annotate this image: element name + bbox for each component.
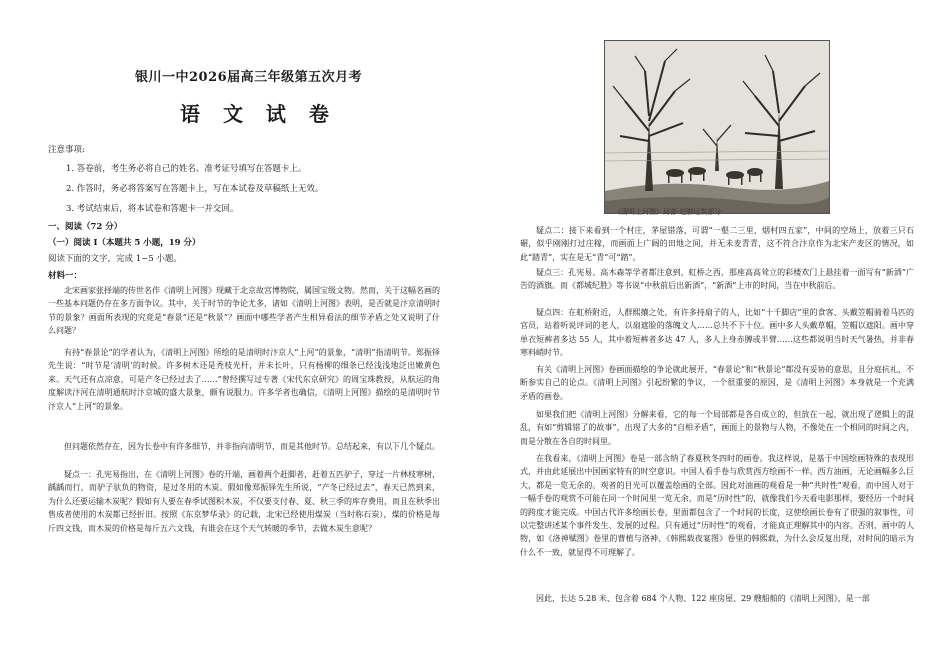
notice-title: 注意事项:: [48, 145, 85, 155]
exam-subject-title: 语 文 试 卷: [180, 102, 337, 126]
left-paragraph-1: 北宋画家张择端的传世名作《清明上河图》现藏于北京故宫博物院，属国宝级文物。然而，关于这幅名画的一些基本问题仍存在多方面争议。其中，关于时节的争论尤多，诸如《清明上河图》表明，是否就是汴京清明时节的景象？画面所表现的究竟是“春景”还是“秋景”？画面中哪些学者产生相异看法的细节矛盾之处又说明了什么问题？: [48, 286, 440, 336]
right-paragraph-1: 疑点二：接下来看到一个村庄，茅屋错落，可谓“一壑二三里，烟村四五家”，中间的空场上，放着三只石碾，似乎刚刚打过庄稼，而画面上广阔的田地之间，并无未麦青青，这不符合汴京作为北宋产麦区的情况，如此“踏青”，实在是无“青”可“踏”。: [520, 226, 914, 262]
notice-item-2: 2. 作答时，务必将答案写在答题卡上，写在本试卷及草稿纸上无效。: [66, 184, 324, 194]
left-paragraph-4: 疑点一：孔宪易指出，在《清明上河图》卷的开端，画着两个赶脚者，赶着五匹驴子，穿过一片林枝寒树，踽踽而行，而驴子驮负的物资，是过冬用的木炭。假如像郑振铎先生所说，“产冬已经过去”，春天已然到来，为什么还要运输木炭呢？假如有人要在春季试图积木炭，不仅要支付春、夏、秋三季的库存费用，而且在秋季出售成者使用的木炭都已经折旧。按照《东京梦华录》的记载，北宋已经使用煤炭（当时称石炭），煤的价格是每斤四文钱，而木炭的价格是每斤五六文钱，有谁会在这个天气转暖的季节，去做木炭生意呢？: [48, 470, 440, 533]
notice-item-1: 1. 答卷前，考生务必将自己的姓名、准考证号填写在答题卡上。: [66, 164, 307, 174]
exam-school-title: 银川一中2026届高三年级第五次月考: [135, 70, 363, 85]
right-paragraph-2: 疑点三：孔宪易、高木森等学者都注意到，虹桥之西，那座高高耸立的彩楼欢门上悬挂着一面写有“新酒”广告的酒旗。而《都城纪胜》等书说“中秋前后出新酒”，“新酒”上市的时间，当在中秋前后。: [520, 268, 914, 291]
figure-caption: 《清明上河图》局部·赶脚运炭部分: [614, 208, 722, 216]
left-paragraph-2: 有持“春景论”的学者认为，《清明上河图》所绘的是清明时汴京人“上河”的景象，“清明”指清明节。郑振铎先生说：“时节是‘清明’的时候。许多树木还是秃枝光杆，并未长叶，只有杨柳的细条已经浅浅地泛出嫩黄色来。天气还有点凉意，可是产冬已经过去了……”曾经撰写过专著《宋代东京研究》的周宝珠教授，从航运的角度解读汴河在清明通航时汴京城的盛大景象，颇有说服力。许多学者也确信，《清明上河图》描绘的是清明时节汴京人“上河”的景象。: [48, 348, 440, 411]
instruction-text: 阅读下面的文字，完成 1~5 小题。: [48, 254, 182, 264]
right-paragraph-6: 在我看来，《清明上河图》卷是一部含纳了春夏秋冬四时的画卷。我这样说，是基于中国绘画特殊的表现形式，并由此延展出中国画家特有的时空意识。中国人看手卷与欣赏西方绘画不一样。西方油画，无论画幅多么巨大，都是一览无余的。观者的目光可以覆盖绘画的全部。因此对油画的观看是一种“共时性”观看，而中国人对于一幅手卷的观赏不可能在同一个时间里一览无余，而是“历时性”的，就像我们今天看电影那样，要经历一个时间的跨度才能完成。中国古代许多绘画长卷，里面都包含了一个时间的长度，这使绘画长卷有了很强的叙事性，可以完整讲述某个事件发生、发展的过程。只有通过“历时性”的观看，才能真正理解其中的内容。否则，画中的人物，如《洛神赋图》卷里的曹植与洛神、《韩熙载夜宴图》卷里的韩熙载，为什么会反复出现，对时间的暗示为什么不一致，就显得不可理解了。: [520, 454, 914, 557]
notice-item-3: 3. 考试结束后，将本试卷和答题卡一并交回。: [66, 204, 239, 214]
right-paragraph-7: 因此，长达 5.28 米、包含着 684 个人物、122 座房屋、29 艘船舶的《清明上河图》，是一部: [536, 594, 870, 603]
subsection-title: （一）阅读 I（本题共 5 小题，19 分）: [48, 238, 201, 248]
right-paragraph-3: 疑点四：在虹桥附近，人群熙攘之处，有许多持扇子的人，比如“十千脚店”里的食客、头戴笠帽骑着马匹的官员，站着听说评词的老人，以扇遮脸的落魄文人……总共不下十位。画中多人头戴草帽，笠帽以遮阳。画中穿单衣短裤者多达 55 人，其中着短裤者多达 47 人，多人上身赤膊或半臂……这些都说明当时天气暑热，并非春寒料峭时节。: [520, 308, 914, 358]
left-paragraph-3: 但问题依然存在，因为长卷中有许多细节，并非指向清明节，而是其他时节。总结起来，有以下几个疑点。: [64, 442, 440, 451]
right-paragraph-5: 如果我们把《清明上河图》分解来看，它的每一个局部都是各自成立的，但放在一起，就出现了逻辑上的混乱，有如“剪辑错了的故事”，出现了大多的“自相矛盾”，画面上的景物与人物，不像处在一个相同的时间之内，而是分散在各自的时间里。: [520, 410, 914, 446]
material-label: 材料一：: [48, 271, 83, 281]
section-title: 一、阅读（72 分）: [48, 222, 123, 232]
painting-illustration: [604, 40, 830, 214]
right-paragraph-4: 有关《清明上河图》卷画面描绘的争论就此展开，“春景论”和“秋景论”都没有妥协的意思，且分庭抗礼，不断参实自己的论点。《清明上河图》引起纷繁的争议，一个很重要的原因，是《清明上河图》本身就是一个充满矛盾的画卷。: [520, 365, 914, 401]
